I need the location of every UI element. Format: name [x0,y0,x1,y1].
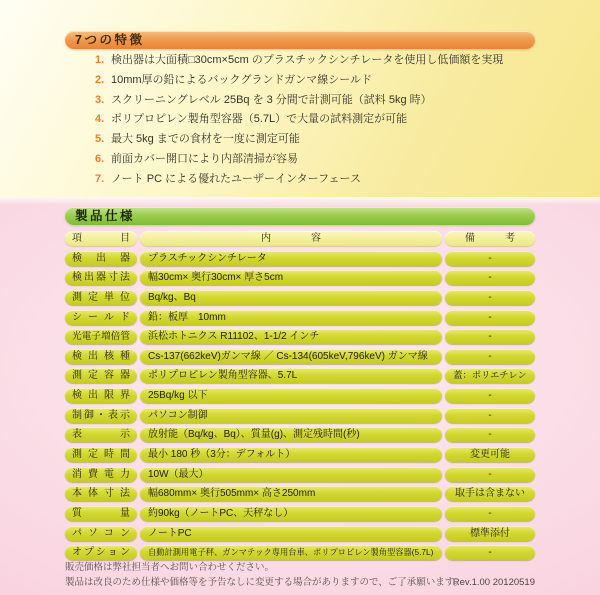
spec-row [65,368,535,388]
spec-item-cell: 測定時間 [65,447,137,462]
spec-item-cell: パソコン [65,526,137,541]
feature-number: 2. [95,73,105,86]
spec-item-cell: 制御・表示 [65,408,137,423]
spec-note-cell: - [445,467,535,482]
spec-note-cell: - [445,290,535,305]
feature-item [95,110,540,130]
feature-number: 1. [95,54,105,66]
spec-row [65,427,535,447]
feature-number: 6. [95,152,105,165]
spec-note-cell: 取手は含まない [445,486,535,501]
feature-text: 最大 5kg までの食材を一度に測定可能 [111,133,300,146]
feature-item [95,51,540,71]
spec-note-cell: - [445,270,535,285]
specs-title-bar [65,207,535,225]
spec-row [65,251,535,271]
spec-content-cell: 自動計測用電子秤、ガンマテック専用台車、ポリプロピレン製角型容器(5.7L) [140,545,442,560]
feature-item [95,71,540,91]
spec-item-cell: 検出核種 [65,349,137,364]
spec-row [65,447,535,467]
feature-text: ノート PC による優れたユーザーインターフェース [111,172,361,185]
spec-item-cell: 光電子増倍管 [65,329,137,344]
spec-content-cell: 幅30cm× 奥行30cm× 厚さ5cm [140,270,442,285]
spec-row [65,270,535,290]
spec-row [65,329,535,349]
spec-row [65,349,535,369]
spec-content-cell: 25Bq/kg 以下 [140,388,442,403]
spec-note-cell: - [445,310,535,325]
feature-number: 4. [95,113,105,126]
spec-note-cell: 標準添付 [445,526,535,541]
spec-note-cell: - [445,427,535,442]
feature-item [95,130,540,150]
feature-item [95,91,540,111]
spec-note-cell: - [445,506,535,521]
spec-note-cell: - [445,251,535,266]
spec-item-cell: オプション [65,545,137,560]
spec-content-cell: 鉛：板厚 10mm [140,310,442,325]
spec-item-cell: 表示 [65,427,137,442]
feature-number: 7. [95,172,105,185]
feature-text: スクリーニングレベル 25Bq を 3 分間で計測可能（試料 5kg 時） [111,93,432,106]
feature-item [95,170,540,190]
footer-notes [65,560,465,590]
features-title-bar [65,31,535,49]
spec-note-cell: - [445,408,535,423]
specs-section [0,197,600,595]
spec-row [65,467,535,487]
spec-item-cell: 検出限界 [65,388,137,403]
spec-row [65,388,535,408]
spec-header-row [65,231,535,251]
spec-header-note: 備 考 [445,231,535,246]
spec-content-cell: Cs-137(662keV)ガンマ線 ／ Cs-134(605keV,796keV) ガンマ線 [140,349,442,364]
spec-note-cell: - [445,388,535,403]
spec-content-cell: Bq/kg、Bq [140,290,442,305]
spec-row [65,526,535,546]
features-title: 7つの特徴 [75,33,145,47]
feature-number: 5. [95,133,105,146]
feature-number: 3. [95,93,105,106]
feature-text: 10mm厚の鉛によるバックグランドガンマ線シールド [111,73,373,86]
spec-content-cell: 幅680mm× 奥行505mm× 高さ250mm [140,486,442,501]
spec-row [65,486,535,506]
spec-header-item: 項目 [65,231,137,246]
spec-content-cell: プラスチックシンチレータ [140,251,442,266]
spec-table [65,231,535,565]
spec-item-cell: 検出器寸法 [65,270,137,285]
feature-text: ポリプロピレン製角型容器（5.7L）で大量の試料測定が可能 [111,113,408,126]
spec-row [65,408,535,428]
spec-content-cell: ノートPC [140,526,442,541]
spec-note-cell: - [445,329,535,344]
spec-note-cell: - [445,545,535,560]
spec-content-cell: 10W（最大） [140,467,442,482]
spec-content-cell: パソコン制御 [140,408,442,423]
spec-content-cell: 約90kg（ノートPC、天秤なし） [140,506,442,521]
footer-note-line: 製品は改良のため仕様や価格等を予告なしに変更する場合がありますので、ご了承願います。 [65,577,464,588]
spec-item-cell: 測定単位 [65,290,137,305]
feature-item [95,150,540,170]
spec-item-cell: 検出器 [65,251,137,266]
spec-row [65,290,535,310]
spec-note-cell: 変更可能 [445,447,535,462]
feature-text: 検出器は大面積□30cm×5cm のプラスチックシンチレータを使用し低価額を実現 [111,54,504,66]
spec-content-cell: 浜松ホトニクス R11102、1-1/2 インチ [140,329,442,344]
features-list [95,51,540,190]
spec-row [65,506,535,526]
spec-content-cell: 放射能（Bq/kg、Bq）、質量(g)、測定残時間(秒) [140,427,442,442]
spec-note-cell: 蓋：ポリエチレン [445,368,535,383]
spec-content-cell: ポリプロピレン製角型容器、5.7L [140,368,442,383]
features-section [0,0,600,197]
spec-item-cell: 本体寸法 [65,486,137,501]
spec-header-content: 内 容 [140,231,442,246]
spec-item-cell: 消費電力 [65,467,137,482]
spec-item-cell: 測定容器 [65,368,137,383]
specs-title: 製品仕様 [75,209,136,223]
revision-label: Rev.1.00 20120519 [452,577,535,588]
spec-item-cell: 質量 [65,506,137,521]
spec-item-cell: シールド [65,310,137,325]
spec-note-cell: - [445,349,535,364]
feature-text: 前面カバー開口により内部清掃が容易 [111,152,298,165]
spec-content-cell: 最小 180 秒（3分：デフォルト） [140,447,442,462]
footer-note-line: 販売価格は弊社担当者へお問い合わせください。 [65,562,275,573]
spec-row [65,310,535,330]
